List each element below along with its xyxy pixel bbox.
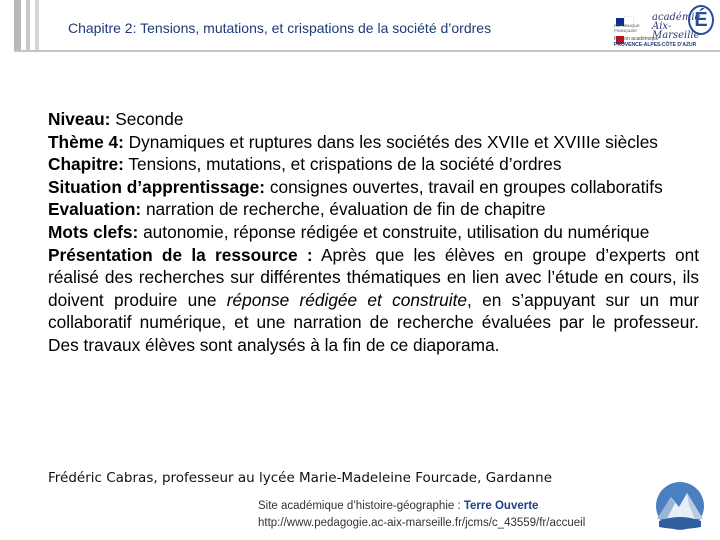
slide-header-title: Chapitre 2: Tensions, mutations, et crispations de la société d’ordres [68, 20, 492, 36]
author-credit: Frédéric Cabras, professeur au lycée Marie-Madeleine Fourcade, Gardanne [48, 470, 553, 486]
site-name-link[interactable]: Terre Ouverte [463, 500, 539, 512]
rf-label: RÉPUBLIQUE FRANÇAISE [614, 23, 640, 33]
terre-ouverte-mountain-icon [651, 481, 709, 531]
decor-bar [14, 0, 21, 52]
mots-clefs-line: Mots clefs: autonomie, réponse rédigée et construite, utilisation du numérique [48, 221, 650, 242]
region-label: Région académique PROVENCE-ALPES-CÔTE D’AZUR [614, 36, 697, 48]
academie-label: académie Aix-Marseille [652, 12, 701, 41]
decor-bar [35, 0, 39, 52]
niveau-line: Niveau: Seconde [48, 109, 184, 129]
theme-line: Thème 4: Dynamiques et ruptures dans les sociétés des XVIIe et XVIIIe siècles [48, 131, 658, 152]
presentation-paragraph: Présentation de la ressource : Après que les élèves en groupe d’experts ont réalisé des recherches sur différentes thématiques en lien avec l’étude en cours, ils doivent produire une réponse rédigée et construite, en s’appuyant sur un mur collaboratif numérique, et une narration de recherche évaluées par le professeur. Des travaux élèves sont analysés à la fin de ce diaporama. [48, 244, 699, 355]
slide-content [48, 108, 699, 357]
footer-url-link[interactable]: http://www.pedagogie.ac-aix-marseille.fr/jcms/c_43559/fr/accueil [258, 517, 586, 529]
french-flag-icon [616, 13, 641, 21]
footer-site-label: Site académique d’histoire-géographie : Terre Ouverte [258, 500, 539, 512]
academie-logo [611, 0, 711, 52]
evaluation-line: Evaluation: narration de recherche, évaluation de fin de chapitre [48, 199, 546, 220]
decor-bar [26, 0, 30, 52]
academie-e-icon: É [688, 5, 714, 35]
situation-line: Situation d’apprentissage: consignes ouvertes, travail en groupes collaboratifs [48, 176, 663, 197]
chapitre-line: Chapitre: Tensions, mutations, et crispations de la société d’ordres [48, 154, 562, 175]
